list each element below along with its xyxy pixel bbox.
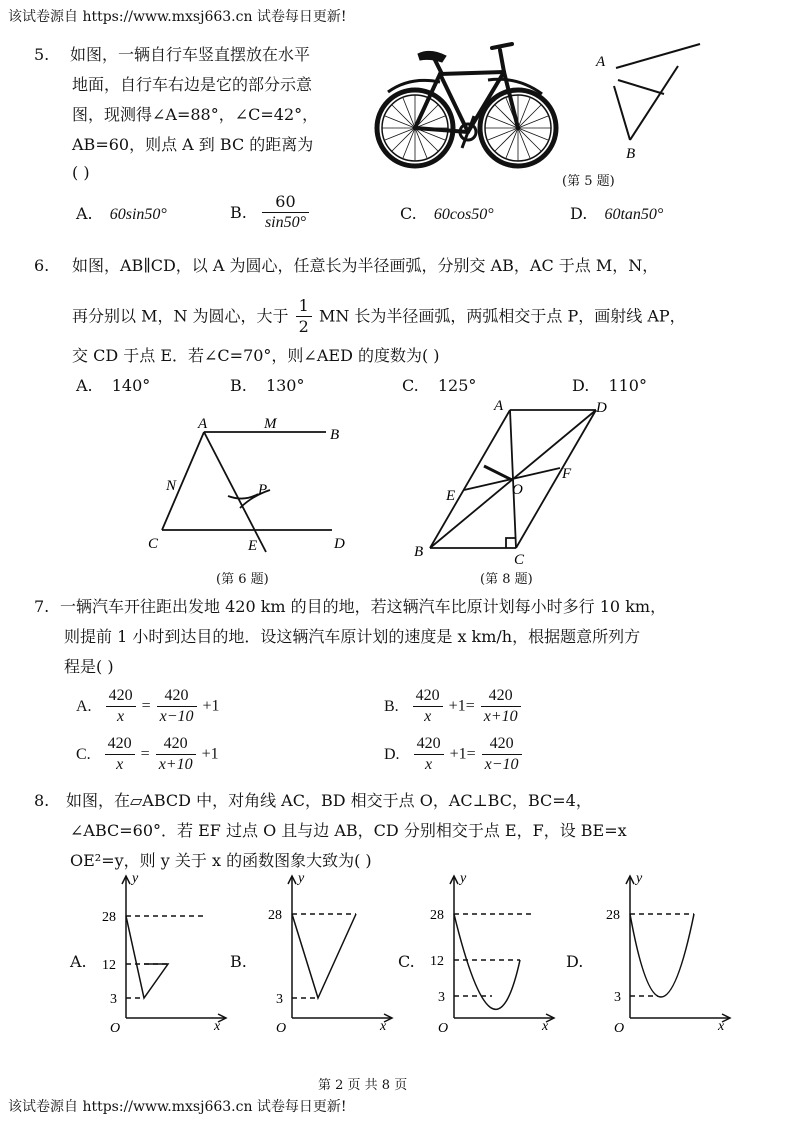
q7-option-a[interactable] <box>76 686 220 727</box>
q6-label-p: P <box>258 482 268 498</box>
q6-line-2 <box>72 296 686 337</box>
q8-graph-c-y-axis: y <box>460 871 467 886</box>
q7-c-left-denominator: x <box>116 756 124 773</box>
q6-line-3: 交 CD 于点 E．若∠C=70°，则∠AED 的度数为( ) <box>72 346 440 365</box>
q5-option-d-label: D. <box>570 204 588 223</box>
q7-number: 7. <box>34 597 50 616</box>
q8-graph-b-y-axis: y <box>298 871 305 886</box>
q7-d-left-denominator: x <box>425 756 433 773</box>
q7-d-right-denominator: x−10 <box>484 756 519 773</box>
q6-label-e: E <box>248 538 258 554</box>
q5-option-c-text: 60cos50° <box>433 206 494 223</box>
q8-label-f: F <box>562 466 572 482</box>
q5-option-b-denominator: sin50° <box>264 214 307 231</box>
q7-line-3: 程是( ) <box>64 657 114 676</box>
q7-line-1: 一辆汽车开往距出发地 420 km 的目的地，若这辆汽车比原计划每小时多行 10 km， <box>60 597 667 616</box>
q7-d-left-numerator: 420 <box>414 734 444 755</box>
q6-option-a-text: 140° <box>111 376 151 395</box>
q8-number: 8. <box>34 791 50 810</box>
q5-option-a[interactable] <box>76 204 167 224</box>
bicycle-image <box>370 36 560 172</box>
q8-option-b[interactable]: B. <box>230 952 247 971</box>
q8-line-3: OE²=y，则 y 关于 x 的函数图象大致为( ) <box>70 851 372 870</box>
q8-label-d: D <box>596 400 607 416</box>
q8-label-c: C <box>514 552 525 568</box>
q8-graph-d <box>600 868 740 1038</box>
q8-graph-c-tick-12: 12 <box>430 954 444 969</box>
q8-line-2: ∠ABC=60°．若 EF 过点 O 且与边 AB，CD 分别相交于点 E，F，设 BE=x <box>70 821 627 840</box>
q6-label-m: M <box>264 416 277 432</box>
q7-b-left-numerator: 420 <box>413 686 443 707</box>
q8-graph-a <box>96 868 236 1038</box>
q8-graph-d-origin: O <box>614 1021 625 1036</box>
q5-option-a-label: A. <box>76 204 93 223</box>
q8-graph-b-origin: O <box>276 1021 287 1036</box>
q5-line-5: ( ) <box>72 163 90 182</box>
q8-option-d[interactable]: D. <box>566 952 584 971</box>
q8-graph-d-x-axis: x <box>718 1019 725 1034</box>
q7-a-left-numerator: 420 <box>106 686 136 707</box>
q8-label-e: E <box>446 488 456 504</box>
q5-diagram <box>590 36 706 162</box>
q8-caption: (第 8 题) <box>480 572 533 587</box>
q8-label-b: B <box>414 544 424 560</box>
q8-option-a[interactable]: A. <box>70 952 87 971</box>
q7-c-tail: +1 <box>201 745 219 763</box>
q5-line-4: AB=60，则点 A 到 BC 的距离为 <box>72 135 314 154</box>
q6-option-c-label: C. <box>402 376 419 395</box>
q5-number: 5. <box>34 45 50 64</box>
q7-option-d-label: D. <box>384 745 400 763</box>
q6-option-a-label: A. <box>76 376 93 395</box>
q5-line-3: 图，现测得∠A=88°，∠C=42°， <box>72 105 319 124</box>
q5-option-c-label: C. <box>400 204 417 223</box>
q5-line-1: 如图，一辆自行车竖直摆放在水平 <box>70 45 311 64</box>
q6-label-a: A <box>198 416 208 432</box>
q5-caption: (第 5 题) <box>562 174 615 189</box>
q6-line-1: 如图，AB∥CD，以 A 为圆心，任意长为半径画弧，分别交 AB，AC 于点 M，N， <box>72 256 659 275</box>
q8-graph-b-x-axis: x <box>380 1019 387 1034</box>
q6-fraction-numerator: 1 <box>296 296 312 317</box>
q5-option-d[interactable] <box>570 204 663 224</box>
q7-option-b-label: B. <box>384 697 399 715</box>
q7-line-2: 则提前 1 小时到达目的地．设这辆汽车原计划的速度是 x km/h，根据题意所列方 <box>64 627 641 646</box>
q7-a-right-numerator: 420 <box>157 686 197 707</box>
q6-label-b: B <box>330 427 340 443</box>
q8-label-o: O <box>512 482 523 498</box>
q6-option-a[interactable] <box>76 376 150 395</box>
q6-option-b-text: 130° <box>265 376 305 395</box>
q6-option-c[interactable] <box>402 376 476 395</box>
q7-c-left-numerator: 420 <box>105 734 135 755</box>
q8-graph-a-tick-3: 3 <box>110 992 117 1007</box>
q8-graph-a-x-axis: x <box>214 1019 221 1034</box>
q8-graph-c-tick-3: 3 <box>438 990 445 1005</box>
q7-b-middle: +1= <box>448 697 475 715</box>
q6-line-2-post: MN 长为半径画弧，两弧相交于点 P，画射线 AP， <box>318 306 686 326</box>
q8-graph-c <box>424 868 564 1038</box>
q8-graph-d-tick-28: 28 <box>606 908 620 923</box>
q7-c-right-numerator: 420 <box>156 734 196 755</box>
q7-option-b[interactable] <box>384 686 523 727</box>
q7-d-right-numerator: 420 <box>482 734 522 755</box>
q7-option-c[interactable] <box>76 734 219 775</box>
q6-option-b-label: B. <box>230 376 247 395</box>
header-source: 该试卷源自 https://www.mxsj663.cn 试卷每日更新! <box>8 9 347 25</box>
q7-c-equals: = <box>140 745 150 763</box>
q6-number: 6. <box>34 256 50 275</box>
q8-option-c[interactable]: C. <box>398 952 415 971</box>
q6-diagram <box>140 408 360 568</box>
q5-label-a: A <box>596 54 606 70</box>
q8-diagram <box>400 396 630 568</box>
q8-graph-d-y-axis: y <box>636 871 643 886</box>
q7-a-left-denominator: x <box>117 708 125 725</box>
q8-graph-b-tick-28: 28 <box>268 908 282 923</box>
q8-graph-a-tick-28: 28 <box>102 910 116 925</box>
q8-graph-c-tick-28: 28 <box>430 908 444 923</box>
q8-label-a: A <box>494 398 504 414</box>
q7-option-d[interactable] <box>384 734 524 775</box>
q6-label-n: N <box>166 478 177 494</box>
q7-b-right-denominator: x+10 <box>483 708 518 725</box>
q7-c-right-denominator: x+10 <box>158 756 193 773</box>
q6-option-d[interactable] <box>572 376 647 395</box>
q7-b-right-numerator: 420 <box>481 686 521 707</box>
q6-option-d-text: 110° <box>608 376 647 395</box>
q7-d-middle: +1= <box>449 745 476 763</box>
q8-graph-b-tick-3: 3 <box>276 992 283 1007</box>
q5-option-b-numerator: 60 <box>262 192 309 213</box>
q6-label-c: C <box>148 536 159 552</box>
q6-line-2-pre: 再分别以 M，N 为圆心，大于 <box>72 306 289 326</box>
q7-option-c-label: C. <box>76 745 91 763</box>
q6-option-d-label: D. <box>572 376 590 395</box>
q5-option-c[interactable] <box>400 204 494 224</box>
q6-option-c-text: 125° <box>437 376 477 395</box>
q7-option-a-label: A. <box>76 697 92 715</box>
q7-b-left-denominator: x <box>424 708 432 725</box>
q5-label-b: B <box>626 146 636 162</box>
q8-line-1: 如图，在▱ABCD 中，对角线 AC，BD 相交于点 O，AC⊥BC，BC=4， <box>66 791 592 810</box>
q6-label-d: D <box>334 536 345 552</box>
q8-graph-d-tick-3: 3 <box>614 990 621 1005</box>
q7-a-equals: = <box>141 697 151 715</box>
q7-a-right-denominator: x−10 <box>159 708 194 725</box>
q7-a-tail: +1 <box>202 697 220 715</box>
q5-line-2: 地面，自行车右边是它的部分示意 <box>72 75 313 94</box>
q5-option-d-text: 60tan50° <box>604 206 664 223</box>
page-number: 第 2 页 共 8 页 <box>318 1078 408 1093</box>
q5-option-b[interactable] <box>230 192 311 233</box>
q5-option-a-text: 60sin50° <box>109 206 167 223</box>
q5-option-b-fraction <box>262 192 309 233</box>
q6-fraction <box>296 296 312 337</box>
footer-source: 该试卷源自 https://www.mxsj663.cn 试卷每日更新! <box>8 1099 347 1115</box>
q8-graph-b <box>262 868 402 1038</box>
q5-option-b-label: B. <box>230 203 247 222</box>
q8-graph-a-origin: O <box>110 1021 121 1036</box>
q6-fraction-denominator: 2 <box>298 317 309 336</box>
q8-graph-c-x-axis: x <box>542 1019 549 1034</box>
q8-graph-c-origin: O <box>438 1021 449 1036</box>
q6-option-b[interactable] <box>230 376 304 395</box>
q8-graph-a-y-axis: y <box>132 871 139 886</box>
q8-graph-a-tick-12: 12 <box>102 958 116 973</box>
q6-caption: (第 6 题) <box>216 572 269 587</box>
